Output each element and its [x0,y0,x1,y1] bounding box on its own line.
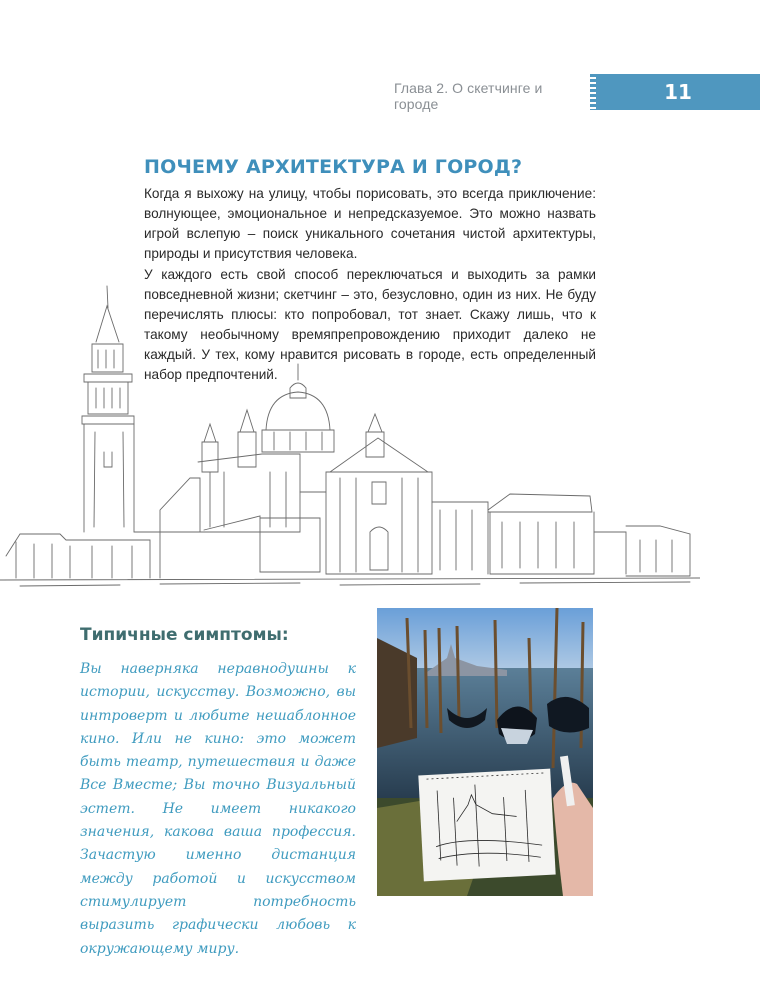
venice-architecture-sketch [0,282,700,598]
venice-gondolas-photo [377,608,593,896]
chapter-title: Глава 2. О скетчинге и городе [394,80,543,112]
paragraph-2: У каждого есть свой способ переключаться и выходить за рамки повседневной жизни; скетчинг – это, безусловно, один из них. Не буду перечислять плюсы: кто попробовал, тот знает. Скажу лишь, что к такому необычному времяпрепровождению приходит далеко не каждый. У тех, кому нравится рисовать в городе, есть определенный набор предпочтений. [144,267,596,382]
section-heading: ПОЧЕМУ АРХИТЕКТУРА И ГОРОД? [144,156,523,178]
symptoms-text: Вы наверняка неравнодушны к истории, искусству. Возможно, вы интроверт и любите нешаблонное кино. Или не кино: это может быть театр, путешествия и даже Все Вместе; Вы точно Визуальный эстет. Не имеет никакого значения, какова ваша профессия. Зачастую именно дистанция между работой и искусством стимулирует потребность выразить графически любовь к окружающему миру. [80,661,356,957]
page-number-tab [596,74,760,110]
page-number: 11 [664,80,692,104]
paragraph-1: Когда я выхожу на улицу, чтобы порисовать, это всегда приключение: волнующее, эмоциональное и непредсказуемое. Это можно назвать игрой вслепую – поиск уникального сочетания чистой архитектуры, природы и присутствия человека. [144,186,596,261]
symptoms-title: Типичные симптомы: [80,625,289,645]
